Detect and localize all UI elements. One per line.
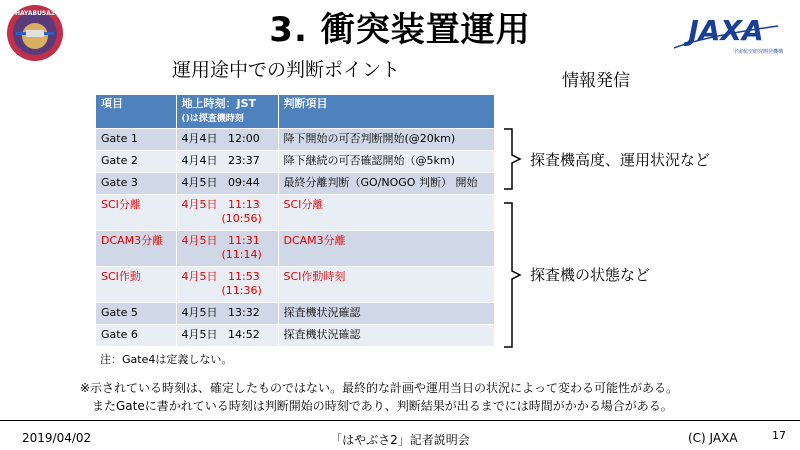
row-date: 4月5日 (181, 328, 218, 341)
row-judgment: 探査機状況確認 (278, 325, 494, 347)
footer-copyright: (C) JAXA (688, 431, 738, 445)
row-clock: 14:52 (228, 328, 260, 341)
row-item: Gate 2 (96, 151, 176, 173)
row-time (176, 151, 278, 173)
row-clock: 23:37 (228, 154, 260, 167)
row-time (176, 173, 278, 195)
jaxa-logo-subtext: 宇宙航空研究開発機構 (732, 49, 784, 55)
table-row (96, 231, 494, 267)
page-number: 17 (772, 429, 786, 442)
judgment-points-table (96, 95, 495, 346)
row-item: Gate 5 (96, 303, 176, 325)
row-time (176, 195, 278, 231)
row-item: SCI作動 (96, 267, 176, 303)
row-date: 4月5日 (181, 306, 218, 319)
footer-divider (0, 420, 800, 421)
row-date: 4月5日 (181, 234, 218, 247)
jaxa-logo-text: JAXA (688, 14, 764, 47)
table-row (96, 195, 494, 231)
table-row (96, 173, 494, 195)
row-judgment: 降下継続の可否確認開始（@5km) (278, 151, 494, 173)
mission-logo-text: HAYABUSA2 (14, 10, 56, 17)
row-time (176, 267, 278, 303)
row-date: 4月4日 (181, 154, 218, 167)
table-row (96, 325, 494, 347)
disclaimer-line-2: またGateに書かれている時刻は判断開始の時刻であり、判断結果が出るまでには時間がかかる場合がある。 (92, 399, 673, 413)
header-item: 項目 (96, 95, 176, 129)
upper-brace-label: 探査機高度、運用状況など (530, 151, 711, 169)
row-time (176, 325, 278, 347)
row-date: 4月5日 (181, 198, 218, 211)
row-clock: 13:32 (228, 306, 260, 319)
row-clock: 09:44 (228, 176, 260, 189)
row-judgment: DCAM3分離 (278, 231, 494, 267)
row-item: SCI分離 (96, 195, 176, 231)
header-time-main: 地上時刻：JST (181, 97, 257, 110)
table-row (96, 303, 494, 325)
lower-brace (502, 202, 526, 348)
lower-brace-label: 探査機の状態など (530, 266, 651, 284)
row-clock: 11:31 (228, 234, 260, 247)
page-title: 3. 衝突装置運用 (269, 10, 531, 50)
row-time (176, 129, 278, 151)
footer-event-name: 「はやぶさ2」記者説明会 (330, 433, 470, 447)
row-item: Gate 6 (96, 325, 176, 347)
row-time (176, 231, 278, 267)
row-item: Gate 3 (96, 173, 176, 195)
row-judgment: SCI分離 (278, 195, 494, 231)
header-time-sub: ()は探査機時刻 (181, 114, 244, 124)
row-item: Gate 1 (96, 129, 176, 151)
info-dissemination-label: 情報発信 (562, 71, 630, 91)
row-craft-time: (11:14) (221, 248, 262, 261)
row-time (176, 303, 278, 325)
page-subtitle: 運用途中での判断ポイント (172, 59, 401, 81)
row-date: 4月5日 (181, 176, 218, 189)
header-time (176, 95, 278, 129)
row-date: 4月5日 (181, 270, 218, 283)
row-craft-time: (10:56) (221, 212, 262, 225)
row-date: 4月4日 (181, 132, 218, 145)
row-judgment: 探査機状況確認 (278, 303, 494, 325)
row-judgment: 降下開始の可否判断開始(@20km) (278, 129, 494, 151)
row-craft-time: (11:36) (221, 284, 262, 297)
table-row (96, 129, 494, 151)
table-row (96, 267, 494, 303)
row-clock: 11:53 (228, 270, 260, 283)
row-clock: 11:13 (228, 198, 260, 211)
header-judgment: 判断項目 (278, 95, 494, 129)
row-item: DCAM3分離 (96, 231, 176, 267)
table-row (96, 151, 494, 173)
row-judgment: SCI作動時刻 (278, 267, 494, 303)
upper-brace (502, 128, 526, 190)
table-header-row (96, 95, 494, 129)
gate4-note: 注：Gate4は定義しない。 (100, 353, 233, 366)
row-judgment: 最終分離判断（GO/NOGO 判断） 開始 (278, 173, 494, 195)
footer-date: 2019/04/02 (22, 431, 92, 445)
row-clock: 12:00 (228, 132, 260, 145)
disclaimer (80, 379, 678, 415)
disclaimer-line-1: ※示されている時刻は、確定したものではない。最終的な計画や運用当日の状況によって変わる可能性がある。 (80, 381, 679, 395)
